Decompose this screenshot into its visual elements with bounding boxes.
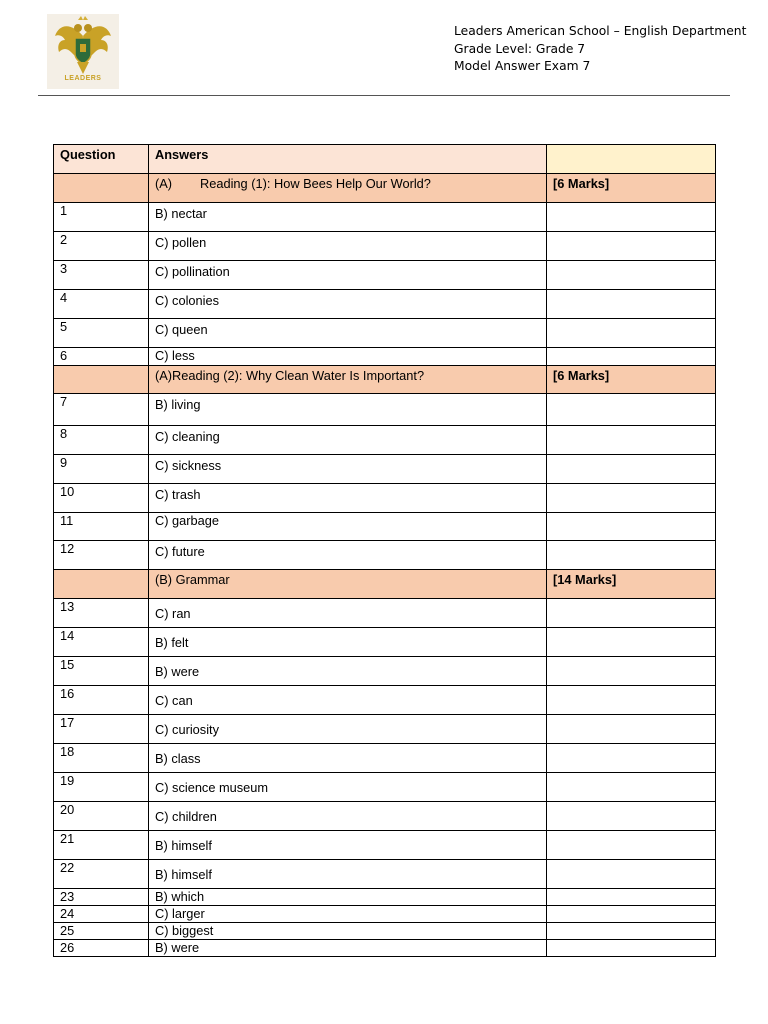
header-divider xyxy=(38,95,730,96)
marks-cell xyxy=(547,831,716,860)
answer-text: C) cleaning xyxy=(149,426,547,455)
table-row xyxy=(54,831,716,860)
answer-text: C) pollination xyxy=(149,261,547,290)
question-number: 17 xyxy=(54,715,149,744)
exam-title-line: Model Answer Exam 7 xyxy=(454,59,591,73)
table-row xyxy=(54,426,716,455)
marks-cell xyxy=(547,232,716,261)
table-row xyxy=(54,773,716,802)
marks-cell xyxy=(547,290,716,319)
answer-text: C) pollen xyxy=(149,232,547,261)
marks-cell xyxy=(547,802,716,831)
question-number: 24 xyxy=(54,906,149,923)
answer-text: B) were xyxy=(149,657,547,686)
section-title-cell xyxy=(149,174,547,203)
marks-cell xyxy=(547,513,716,541)
table-row xyxy=(54,232,716,261)
question-number: 1 xyxy=(54,203,149,232)
question-number: 16 xyxy=(54,686,149,715)
marks-cell xyxy=(547,203,716,232)
marks-cell xyxy=(547,715,716,744)
question-number: 13 xyxy=(54,599,149,628)
table-row xyxy=(54,319,716,348)
question-number: 12 xyxy=(54,541,149,570)
marks-cell xyxy=(547,744,716,773)
answer-text: B) living xyxy=(149,394,547,426)
question-number: 6 xyxy=(54,348,149,366)
table-row xyxy=(54,889,716,906)
answer-text: B) which xyxy=(149,889,547,906)
answer-text: B) nectar xyxy=(149,203,547,232)
answer-text: C) ran xyxy=(149,599,547,628)
section-marks: [6 Marks] xyxy=(547,174,716,203)
question-number: 26 xyxy=(54,940,149,957)
marks-cell xyxy=(547,773,716,802)
grade-level-line: Grade Level: Grade 7 xyxy=(454,41,586,56)
section-header-row xyxy=(54,570,716,599)
answer-text: C) colonies xyxy=(149,290,547,319)
marks-cell xyxy=(547,348,716,366)
section-title: (A)Reading (2): Why Clean Water Is Important? xyxy=(155,368,425,383)
marks-cell xyxy=(547,628,716,657)
section-title: Reading (1): How Bees Help Our World? xyxy=(200,176,431,191)
table-row xyxy=(54,348,716,366)
table-row xyxy=(54,290,716,319)
marks-cell xyxy=(547,426,716,455)
question-number: 10 xyxy=(54,484,149,513)
table-row xyxy=(54,455,716,484)
table-row xyxy=(54,744,716,773)
table-row xyxy=(54,203,716,232)
table-row xyxy=(54,906,716,923)
answer-text: C) trash xyxy=(149,484,547,513)
table-row xyxy=(54,860,716,889)
answer-text: C) science museum xyxy=(149,773,547,802)
marks-cell xyxy=(547,860,716,889)
table-row xyxy=(54,394,716,426)
section-question-cell xyxy=(54,366,149,394)
marks-cell xyxy=(547,889,716,906)
table-row xyxy=(54,513,716,541)
answer-text: C) larger xyxy=(149,906,547,923)
table-row xyxy=(54,541,716,570)
question-number: 22 xyxy=(54,860,149,889)
answer-text: C) queen xyxy=(149,319,547,348)
section-title-cell xyxy=(149,570,547,599)
section-title: (B) Grammar xyxy=(155,572,230,587)
question-number: 20 xyxy=(54,802,149,831)
question-number: 9 xyxy=(54,455,149,484)
question-number: 11 xyxy=(54,513,149,541)
table-header-row xyxy=(54,145,716,174)
school-logo xyxy=(47,14,119,89)
section-prefix: (A) xyxy=(155,176,173,191)
answer-text: C) children xyxy=(149,802,547,831)
section-header-row xyxy=(54,366,716,394)
answer-text: C) sickness xyxy=(149,455,547,484)
marks-cell xyxy=(547,686,716,715)
answer-text: B) himself xyxy=(149,860,547,889)
answer-text: C) future xyxy=(149,541,547,570)
answer-text: C) biggest xyxy=(149,923,547,940)
answer-text: B) class xyxy=(149,744,547,773)
table-row xyxy=(54,715,716,744)
answer-text: B) himself xyxy=(149,831,547,860)
marks-cell xyxy=(547,261,716,290)
question-number: 4 xyxy=(54,290,149,319)
table-row xyxy=(54,628,716,657)
marks-cell xyxy=(547,657,716,686)
answer-text: C) less xyxy=(149,348,547,366)
answer-text: C) can xyxy=(149,686,547,715)
question-number: 15 xyxy=(54,657,149,686)
table-row xyxy=(54,657,716,686)
marks-cell xyxy=(547,923,716,940)
question-number: 19 xyxy=(54,773,149,802)
marks-cell xyxy=(547,906,716,923)
marks-cell xyxy=(547,455,716,484)
section-marks: [14 Marks] xyxy=(547,570,716,599)
marks-cell xyxy=(547,940,716,957)
marks-cell xyxy=(547,599,716,628)
answer-text: C) garbage xyxy=(149,513,547,541)
question-number: 14 xyxy=(54,628,149,657)
question-number: 7 xyxy=(54,394,149,426)
table-row xyxy=(54,599,716,628)
question-number: 23 xyxy=(54,889,149,906)
question-number: 5 xyxy=(54,319,149,348)
question-column-header: Question xyxy=(54,145,149,174)
table-row xyxy=(54,923,716,940)
question-number: 8 xyxy=(54,426,149,455)
answer-text: B) were xyxy=(149,940,547,957)
question-number: 21 xyxy=(54,831,149,860)
table-row xyxy=(54,802,716,831)
table-row xyxy=(54,261,716,290)
school-department-line: Leaders American School – English Department xyxy=(454,24,747,38)
table-row xyxy=(54,484,716,513)
marks-cell xyxy=(547,319,716,348)
marks-cell xyxy=(547,541,716,570)
document-header xyxy=(454,23,746,76)
answer-text: C) curiosity xyxy=(149,715,547,744)
question-number: 3 xyxy=(54,261,149,290)
section-question-cell xyxy=(54,174,149,203)
marks-column-header xyxy=(547,145,716,174)
section-marks: [6 Marks] xyxy=(547,366,716,394)
section-header-row xyxy=(54,174,716,203)
section-question-cell xyxy=(54,570,149,599)
answers-column-header: Answers xyxy=(149,145,547,174)
question-number: 18 xyxy=(54,744,149,773)
table-row xyxy=(54,940,716,957)
marks-cell xyxy=(547,484,716,513)
answer-table-body xyxy=(54,145,716,957)
question-number: 25 xyxy=(54,923,149,940)
answer-key-table xyxy=(53,144,716,957)
table-row xyxy=(54,686,716,715)
section-title-cell xyxy=(149,366,547,394)
question-number: 2 xyxy=(54,232,149,261)
marks-cell xyxy=(547,394,716,426)
logo-text: LEADERS xyxy=(64,75,102,82)
answer-text: B) felt xyxy=(149,628,547,657)
